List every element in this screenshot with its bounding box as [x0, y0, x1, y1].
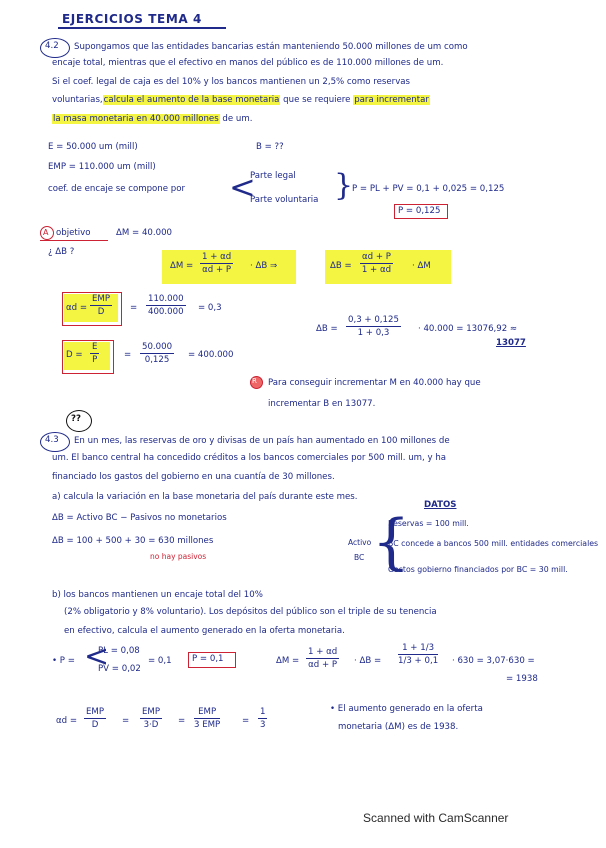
p-bracket: <: [84, 639, 110, 674]
dm-formula-right: · ΔB ⇒: [250, 261, 278, 271]
no-pasivos-note: no hay pasivos: [150, 552, 207, 561]
question: ¿ ΔB ?: [48, 247, 75, 257]
d-equals: =: [124, 350, 132, 360]
ad-fraction: [90, 294, 112, 317]
ad-frac-2: [140, 707, 162, 730]
ad-frac-2-den: 3·D: [143, 720, 159, 730]
d-left: D =: [66, 350, 83, 360]
db-formula-fraction: [360, 252, 393, 275]
dm-formula-left: ΔM =: [170, 261, 194, 271]
d-num: E: [92, 342, 98, 352]
ad-eq-2: =: [178, 716, 186, 726]
title-underline: [58, 27, 226, 29]
statement-line-2: encaje total, mientras que el efectivo en manos del público es de 110.000 millones de um.: [52, 58, 444, 68]
objective-underline: [40, 240, 108, 241]
db-calc-den: 1 + 0,3: [357, 328, 390, 338]
p-result: P = 0,1: [192, 654, 224, 664]
activo-label: Activo: [348, 538, 372, 547]
coef-formula: P = PL + PV = 0,1 + 0,025 = 0,125: [352, 184, 505, 194]
dm-formula-den: αd + P: [202, 265, 232, 275]
p-prefix: • P =: [52, 656, 75, 666]
coef-part-legal: Parte legal: [250, 171, 296, 181]
d-den: P: [92, 355, 98, 365]
answer-line-2: monetaria (ΔM) es de 1938.: [338, 722, 459, 732]
ad-num: EMP: [92, 294, 111, 304]
db-formula-den: 1 + αd: [361, 265, 392, 275]
data-b: B = ??: [256, 142, 284, 152]
statement-end: de um.: [219, 114, 253, 124]
ad-frac-3: [194, 707, 220, 730]
statement-voluntarias: voluntarias,: [52, 95, 103, 105]
d-den-value: 0,125: [144, 355, 170, 365]
d-result: = 400.000: [188, 350, 234, 360]
dm-den-value: 1/3 + 0,1: [398, 656, 439, 666]
ad-frac-1-den: D: [91, 720, 99, 730]
p-voluntario: PV = 0,02: [98, 664, 141, 674]
dm-fraction-values: [398, 643, 438, 666]
dm-result: = 1938: [506, 674, 538, 684]
datos-item-3: Gastos gobierno financiados por BC = 30 mill.: [388, 565, 568, 574]
db-calc-fraction: [346, 315, 401, 338]
dm-formula-num: 1 + αd: [202, 252, 232, 262]
statement-line-1: Supongamos que las entidades bancarias están manteniendo 50.000 millones de um como: [74, 42, 468, 52]
question-mark: ??: [71, 414, 81, 424]
conclusion-line-1: Para conseguir incrementar M en 40.000 hay que: [268, 378, 481, 388]
db-formula-left: ΔB =: [330, 261, 352, 271]
statement-middle: que se requiere: [280, 95, 354, 105]
db-calc-result: 13077: [496, 338, 526, 348]
ad-frac-4-num: 1: [260, 707, 266, 717]
db-definition: ΔB = Activo BC − Pasivos no monetarios: [52, 513, 227, 523]
coef-left-bracket: <: [229, 168, 256, 206]
coef-part-voluntaria: Parte voluntaria: [250, 195, 319, 205]
ad-frac-2-num: EMP: [142, 707, 161, 717]
ad-frac-3-den: 3 EMP: [194, 720, 221, 730]
datos-title: DATOS: [424, 500, 457, 510]
dm-middle: · ΔB =: [354, 656, 382, 666]
exercise-43-number: 4.3: [45, 435, 59, 445]
coef-result: P = 0,125: [398, 206, 441, 216]
ad-frac-4: [258, 707, 267, 730]
answer-line-1: • El aumento generado en la oferta: [330, 704, 483, 714]
ad-den: D: [97, 307, 105, 317]
ad-equals: =: [130, 303, 138, 313]
data-e: E = 50.000 um (mill): [48, 142, 138, 152]
coef-right-brace: }: [334, 168, 354, 203]
ad-result: = 0,3: [198, 303, 222, 313]
d-num-value: 50.000: [142, 342, 173, 352]
ad-frac-1: [84, 707, 106, 730]
ex43-statement-3: financiado los gastos del gobierno en una cuantía de 30 millones.: [52, 472, 335, 482]
dm-right: · 630 = 3,07·630 =: [452, 656, 535, 666]
part-b-line-3: en efectivo, calcula el aumento generado en la oferta monetaria.: [64, 626, 345, 636]
conclusion-line-2: incrementar B en 13077.: [268, 399, 376, 409]
camscanner-footer: Scanned with CamScanner: [363, 811, 509, 825]
p-equals: = 0,1: [148, 656, 172, 666]
exercise-number: 4.2: [45, 41, 59, 51]
dm-left: ΔM =: [276, 656, 300, 666]
coef-label: coef. de encaje se compone por: [48, 184, 186, 194]
objective-value: ΔM = 40.000: [116, 228, 173, 238]
page-title: EJERCICIOS TEMA 4: [62, 12, 203, 26]
statement-line-3: Si el coef. legal de caja es del 10% y los bancos mantienen un 2,5% como reservas: [52, 77, 411, 87]
part-b-line-1: b) los bancos mantienen un encaje total del 10%: [52, 590, 263, 600]
ad-fraction-values: [146, 294, 186, 317]
ad-frac-4-den: 3: [260, 720, 266, 730]
datos-item-2: BC concede a bancos 500 mill. entidades comerciales: [388, 539, 599, 548]
part-b-line-2: (2% obligatorio y 8% voluntario). Los depósitos del público son el triple de su tenencia: [64, 607, 437, 617]
dm-num-value: 1 + 1/3: [398, 643, 438, 655]
ad-frac-3-num: EMP: [194, 707, 220, 719]
statement-highlight-3: la masa monetaria en 40.000 millones: [53, 114, 219, 124]
statement-highlight-1: calcula el aumento de la base monetaria: [103, 95, 280, 105]
part-a: a) calcula la variación en la base monetaria del país durante este mes.: [52, 492, 358, 502]
dm-fraction: [306, 647, 339, 670]
data-emp: EMP = 110.000 um (mill): [48, 162, 156, 172]
db-calc-num: 0,3 + 0,125: [348, 315, 399, 325]
ad-left: αd =: [66, 303, 88, 313]
statement-line-4: [52, 95, 430, 106]
ad-num-value: 110.000: [148, 294, 184, 304]
d-fraction-values: [140, 342, 174, 365]
objective-tag: A: [43, 228, 49, 237]
dm-formula-fraction: [200, 252, 233, 275]
ad-den-value: 400.000: [148, 307, 184, 317]
db-calc-right: · 40.000 = 13076,92 ≈: [418, 324, 518, 334]
ex43-statement-1: En un mes, las reservas de oro y divisas de un país han aumentado en 100 millones de: [74, 436, 450, 446]
d-fraction: [90, 342, 99, 365]
db-formula-num: αd + P: [362, 252, 391, 262]
dm-num: 1 + αd: [308, 647, 338, 657]
datos-item-1: Reservas = 100 mill.: [388, 519, 469, 528]
ad-frac-1-num: EMP: [86, 707, 105, 717]
db-calc-left: ΔB =: [316, 324, 338, 334]
ex43-statement-2: um. El banco central ha concedido créditos a los bancos comerciales por 500 mill. um, y ha: [52, 453, 447, 463]
db-computation: ΔB = 100 + 500 + 30 = 630 millones: [52, 536, 214, 546]
p-legal: PL = 0,08: [98, 646, 140, 656]
statement-line-5: [52, 114, 252, 125]
ad-eq-1: =: [122, 716, 130, 726]
datos-brace: {: [372, 507, 411, 577]
objective-label: objetivo: [56, 228, 91, 238]
db-formula-right: · ΔM: [412, 261, 431, 271]
ad-line-left: αd =: [56, 716, 78, 726]
bc-label: BC: [354, 553, 365, 562]
statement-highlight-2: para incrementar: [354, 95, 429, 105]
dm-den: αd + P: [308, 660, 338, 670]
ad-eq-3: =: [242, 716, 250, 726]
conclusion-tag: R: [252, 377, 257, 385]
